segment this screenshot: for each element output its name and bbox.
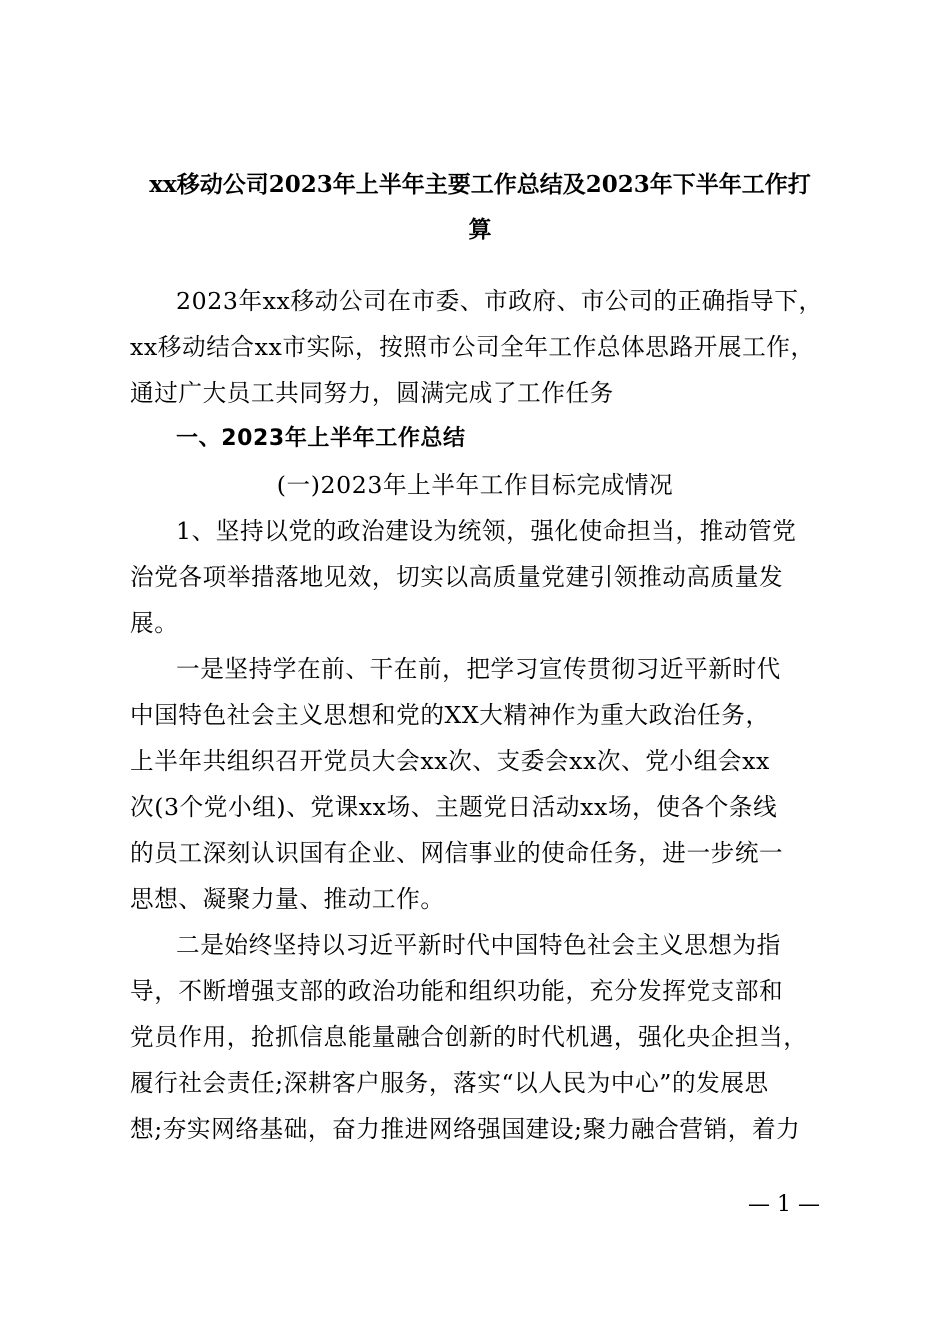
para2-line-5: 想;夯实网络基础，奋力推进网络强国建设;聚力融合营销，着力 — [130, 1115, 801, 1143]
item1-line-3: 展。 — [130, 609, 179, 637]
para1-line-2: 中国特色社会主义思想和党的XX大精神作为重大政治任务， — [130, 701, 770, 729]
para1-line-3: 上半年共组织召开党员大会xx次、支委会xx次、党小组会xx — [130, 747, 770, 775]
para1-line-5: 的员工深刻认识国有企业、网信事业的使命任务，进一步统一 — [130, 839, 784, 867]
para2-line-3: 党员作用，抢抓信息能量融合创新的时代机遇，强化央企担当， — [130, 1023, 808, 1051]
para2-line-4: 履行社会责任;深耕客户服务，落实“以人民为中心”的发展思 — [130, 1069, 769, 1097]
para1-line-6: 思想、凝聚力量、推动工作。 — [130, 885, 445, 913]
para1-line-4: 次(3个党小组)、党课xx场、主题党日活动xx场，使各个条线 — [130, 793, 778, 821]
para1-line-1: 一是坚持学在前、干在前，把学习宣传贯彻习近平新时代 — [176, 655, 781, 683]
document-title — [120, 162, 840, 252]
intro-line-1: 2023年xx移动公司在市委、市政府、市公司的正确指导下， — [176, 287, 823, 315]
intro-line-2: xx移动结合xx市实际，按照市公司全年工作总体思路开展工作， — [130, 333, 815, 361]
title-line-1: xx移动公司2023年上半年主要工作总结及2023年下半年工作打 — [149, 171, 811, 198]
subsection-heading: (一)2023年上半年工作目标完成情况 — [276, 471, 674, 499]
page-number: — 1 — — [748, 1192, 820, 1217]
item1-line-1: 1、坚持以党的政治建设为统领，强化使命担当，推动管党 — [176, 517, 797, 545]
item1-line-2: 治党各项举措落地见效，切实以高质量党建引领推动高质量发 — [130, 563, 784, 591]
para2-line-2: 导，不断增强支部的政治功能和组织功能，充分发挥党支部和 — [130, 977, 784, 1005]
title-line-2: 算 — [468, 216, 492, 243]
section-heading: 一、2023年上半年工作总结 — [176, 426, 466, 451]
para2-line-1: 二是始终坚持以习近平新时代中国特色社会主义思想为指 — [176, 931, 781, 959]
intro-line-3: 通过广大员工共同努力，圆满完成了工作任务 — [130, 379, 614, 407]
